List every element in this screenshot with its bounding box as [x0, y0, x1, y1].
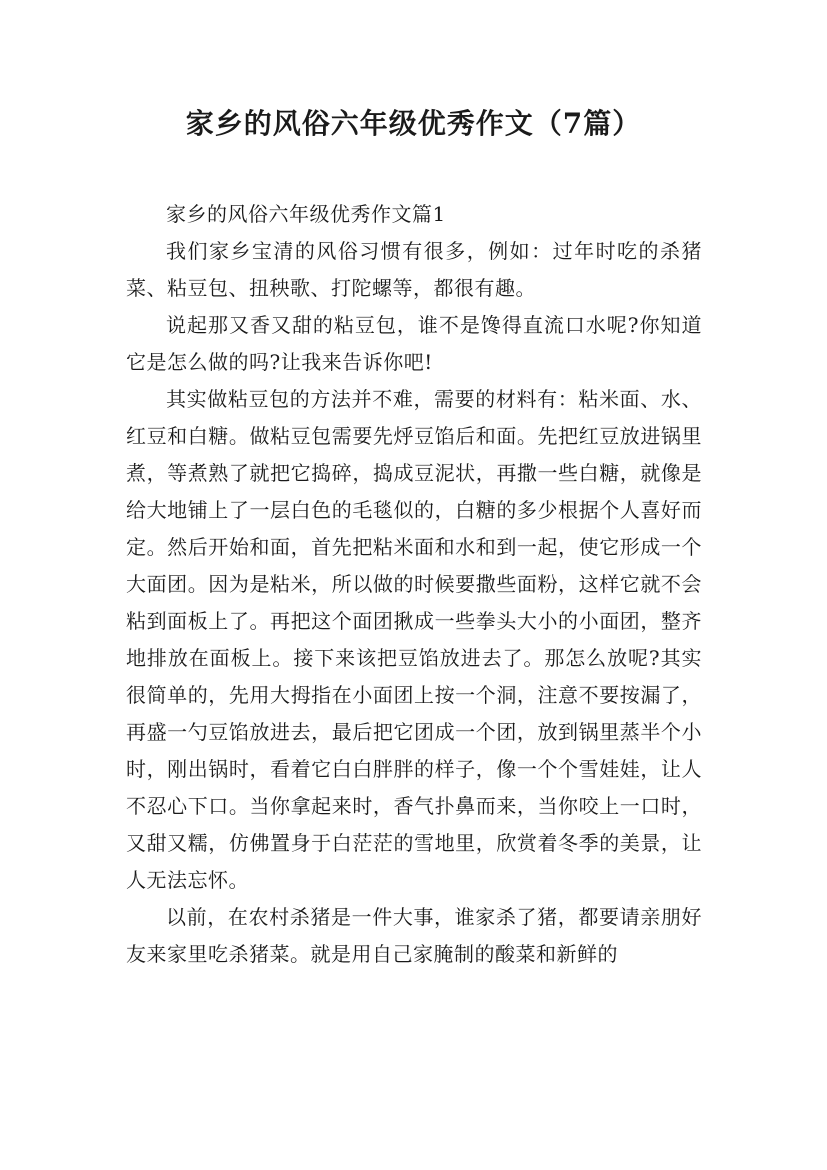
- document-body: [126, 196, 702, 973]
- document-title: 家乡的风俗六年级优秀作文（7篇）: [185, 107, 642, 140]
- paragraph-3: 其实做粘豆包的方法并不难，需要的材料有：粘米面、水、红豆和白糖。做粘豆包需要先烀豆馅后和面。先把红豆放进锅里煮，等煮熟了就把它捣碎，捣成豆泥状，再撒一些白糖，就像是给大地铺上了一层白色的毛毯似的，白糖的多少根据个人喜好而定。然后开始和面，首先把粘米面和水和到一起，使它形成一个大面团。因为是粘米，所以做的时候要撒些面粉，这样它就不会粘到面板上了。再把这个面团揪成一些拳头大小的小面团，整齐地排放在面板上。接下来该把豆馅放进去了。那怎么放呢?其实很简单的，先用大拇指在小面团上按一个洞，注意不要按漏了，再盛一勺豆馅放进去，最后把它团成一个团，放到锅里蒸半个小时，刚出锅时，看着它白白胖胖的样子，像一个个雪娃娃，让人不忍心下口。当你拿起来时，香气扑鼻而来，当你咬上一口时，又甜又糯，仿佛置身于白茫茫的雪地里，欣赏着冬季的美景，让人无法忘怀。: [126, 387, 702, 892]
- paragraph-1: 我们家乡宝清的风俗习惯有很多，例如：过年时吃的杀猪菜、粘豆包、扭秧歌、打陀螺等，都很有趣。: [126, 239, 702, 300]
- paragraph-2: 说起那又香又甜的粘豆包，谁不是馋得直流口水呢?你知道它是怎么做的吗?让我来告诉你吧!: [126, 313, 702, 374]
- section-heading: 家乡的风俗六年级优秀作文篇1: [166, 202, 446, 226]
- paragraph-4: 以前，在农村杀猪是一件大事，谁家杀了猪，都要请亲朋好友来家里吃杀猪菜。就是用自己家腌制的酸菜和新鲜的: [126, 905, 702, 966]
